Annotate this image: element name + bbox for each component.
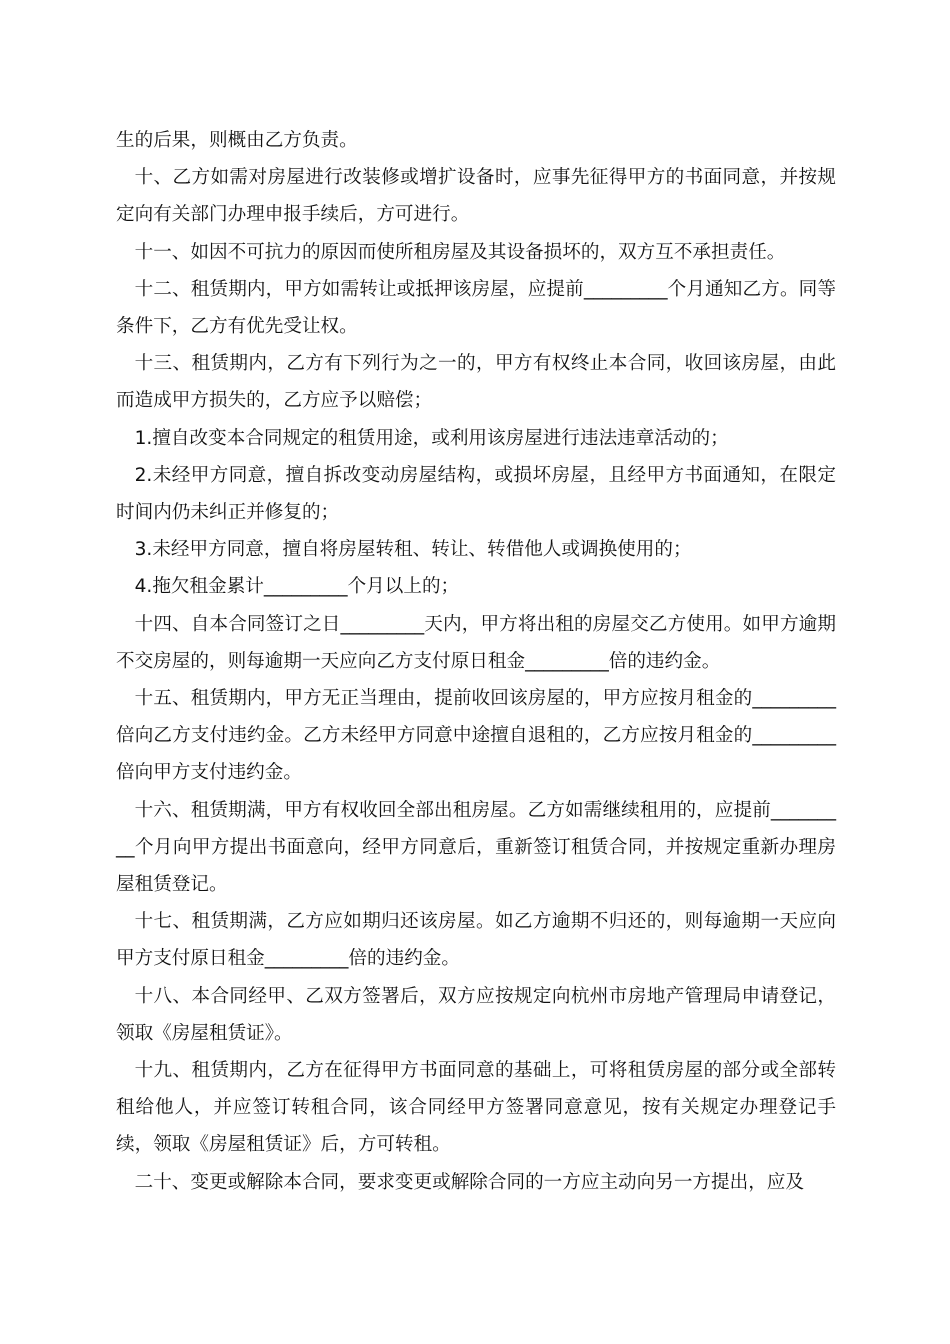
contract-body xyxy=(116,122,836,1201)
clause-20: 二十、变更或解除本合同，要求变更或解除合同的一方应主动向另一方提出，应及 xyxy=(134,1171,804,1193)
clause-11: 十一、如因不可抗力的原因而使所租房屋及其设备损坏的，双方互不承担责任。 xyxy=(134,241,786,263)
clause-18: 十八、本合同经甲、乙双方签署后，双方应按规定向杭州市房地产管理局申请登记，领取《房屋租赁证》。 xyxy=(116,985,836,1044)
clause-13: 十三、租赁期内，乙方有下列行为之一的，甲方有权终止本合同，收回该房屋，由此而造成甲方损失的，乙方应予以赔偿； xyxy=(116,353,836,412)
clause-13-item-4: 4.拖欠租金累计_________个月以上的； xyxy=(134,576,460,598)
clause-19: 十九、租赁期内，乙方在征得甲方书面同意的基础上，可将租赁房屋的部分或全部转租给他人，并应签订转租合同，该合同经甲方签署同意意见，按有关规定办理登记手续，领取《房屋租赁证》后，方可转租。 xyxy=(116,1060,836,1156)
clause-15: 十五、租赁期内，甲方无正当理由，提前收回该房屋的，甲方应按月租金的_________倍向乙方支付违约金。乙方未经甲方同意中途擅自退租的，乙方应按月租金的_________倍向甲方支付违约金。 xyxy=(116,688,836,784)
clause-10: 十、乙方如需对房屋进行改装修或增扩设备时，应事先征得甲方的书面同意，并按规定向有关部门办理申报手续后，方可进行。 xyxy=(116,167,836,226)
clause-12: 十二、租赁期内，甲方如需转让或抵押该房屋，应提前_________个月通知乙方。同等条件下，乙方有优先受让权。 xyxy=(116,278,836,338)
paragraph-continuation: 生的后果，则概由乙方负责。 xyxy=(116,130,358,151)
clause-13-item-2: 2.未经甲方同意，擅自拆改变动房屋结构，或损坏房屋，且经甲方书面通知，在限定时间内仍未纠正并修复的； xyxy=(116,464,836,524)
clause-13-item-3: 3.未经甲方同意，擅自将房屋转租、转让、转借他人或调换使用的； xyxy=(134,539,692,561)
clause-17: 十七、租赁期满，乙方应如期归还该房屋。如乙方逾期不归还的，则每逾期一天应向甲方支付原日租金_________倍的违约金。 xyxy=(116,911,836,970)
clause-14: 十四、自本合同签订之日_________天内，甲方将出租的房屋交乙方使用。如甲方逾期不交房屋的，则每逾期一天应向乙方支付原日租金_________倍的违约金。 xyxy=(116,613,836,672)
clause-13-item-1: 1.擅自改变本合同规定的租赁用途，或利用该房屋进行违法违章活动的； xyxy=(134,427,729,449)
clause-16: 十六、租赁期满，甲方有权收回全部出租房屋。乙方如需继续租用的，应提前_________个月向甲方提出书面意向，经甲方同意后，重新签订租赁合同，并按规定重新办理房屋租赁登记。 xyxy=(116,799,836,896)
